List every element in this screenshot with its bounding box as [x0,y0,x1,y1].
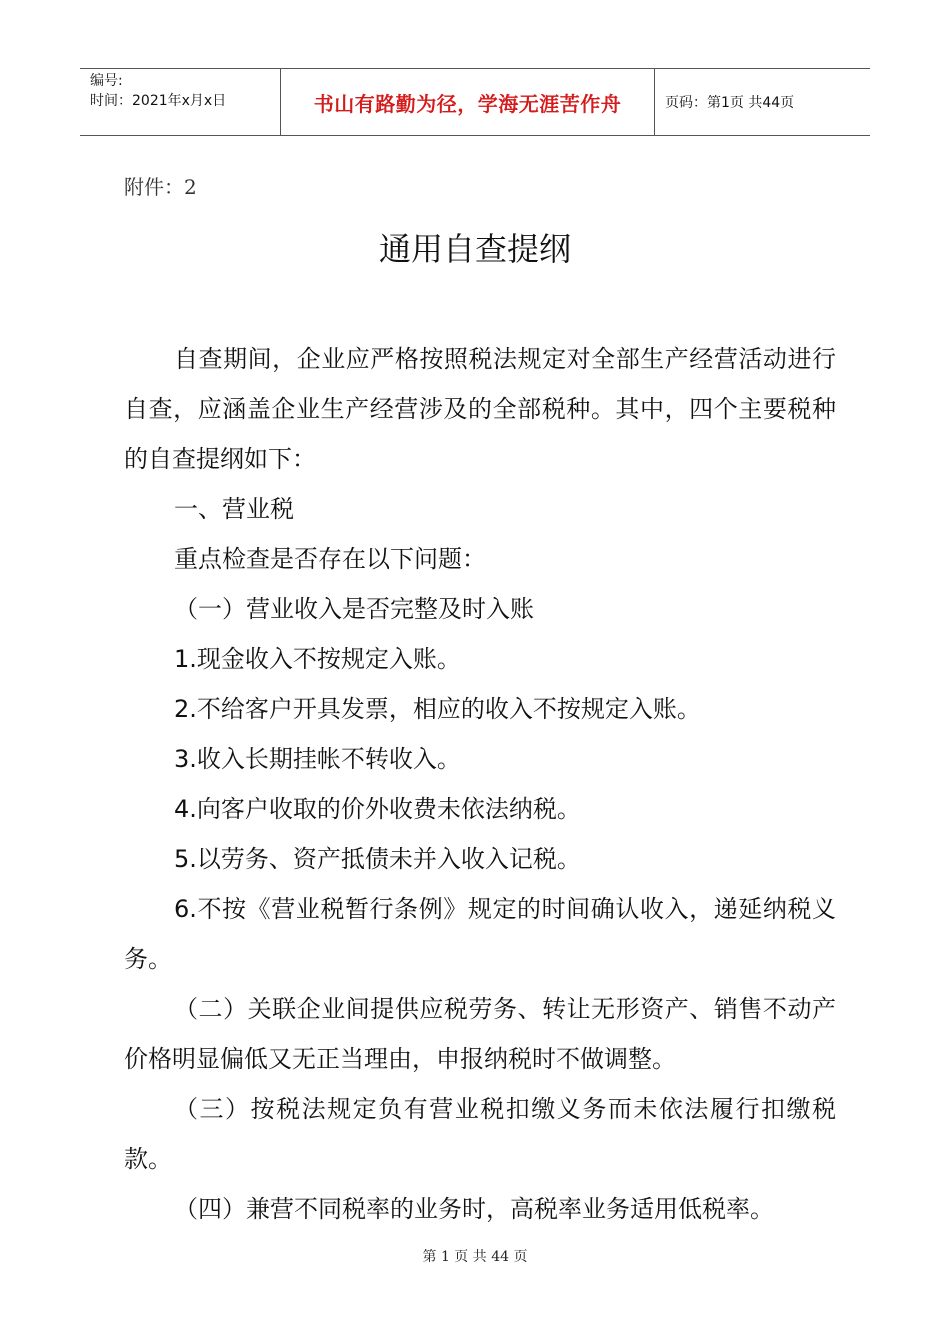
motto: 书山有路勤为径，学海无涯苦作舟 [281,69,655,135]
list-item: 6.不按《营业税暂行条例》规定的时间确认收入，递延纳税义务。 [124,895,836,973]
page-footer: 第 1 页 共 44 页 [422,1249,528,1265]
document-title: 通用自查提纲 [378,230,571,268]
list-item: 1.现金收入不按规定入账。 [174,645,461,673]
document-body [124,334,836,1234]
list-item: 3.收入长期挂帐不转收入。 [174,745,461,773]
attachment-label: 附件：2 [124,175,197,199]
header-meta-cell [80,69,281,135]
list-item: 2.不给客户开具发票，相应的收入不按规定入账。 [174,695,701,723]
list-item: 5.以劳务、资产抵债未并入收入记税。 [174,845,581,873]
subsection-heading: （一）营业收入是否完整及时入账 [174,595,534,623]
header-table [80,68,870,136]
list-item: 4.向客户收取的价外收费未依法纳税。 [174,795,581,823]
time-label: 时间：2021年x月x日 [90,93,227,109]
subsection-paragraph: （四）兼营不同税率的业务时，高税率业务适用低税率。 [174,1195,774,1223]
section-heading: 一、营业税 [174,495,294,523]
subsection-paragraph: （二）关联企业间提供应税劳务、转让无形资产、销售不动产价格明显偏低又无正当理由，申报纳税时不做调整。 [124,995,836,1073]
number-label: 编号: [90,73,123,89]
page-info: 页码：第1页 共44页 [665,95,795,111]
intro-paragraph: 自查期间，企业应严格按照税法规定对全部生产经营活动进行自查，应涵盖企业生产经营涉及的全部税种。其中，四个主要税种的自查提纲如下： [124,345,836,473]
paragraph: 重点检查是否存在以下问题： [174,545,486,573]
subsection-paragraph: （三）按税法规定负有营业税扣缴义务而未依法履行扣缴税款。 [124,1095,836,1173]
